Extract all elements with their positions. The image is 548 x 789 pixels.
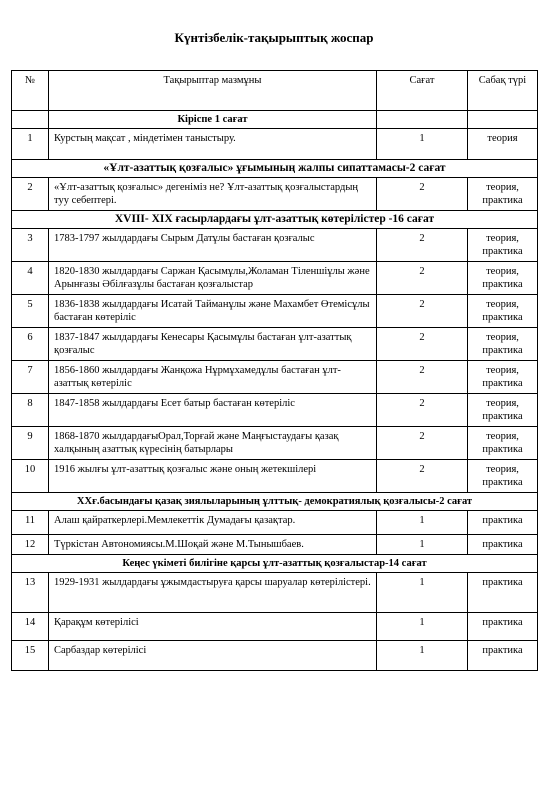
row-num: 15 xyxy=(12,641,49,671)
row-num: 4 xyxy=(12,262,49,295)
intro-hours-cell xyxy=(377,111,468,129)
section-title: ХХғ.басындағы қазақ зиялыларының ұлттық- демократиялық қозғалысы-2 сағат xyxy=(12,493,538,511)
row-hours: 2 xyxy=(377,427,468,460)
table-row xyxy=(12,328,538,361)
row-topic: Түркістан Автономиясы.М.Шоқай және М.Тынышбаев. xyxy=(49,535,377,555)
row-type: практика xyxy=(468,613,538,641)
row-num: 9 xyxy=(12,427,49,460)
row-hours: 2 xyxy=(377,295,468,328)
row-num: 5 xyxy=(12,295,49,328)
row-hours: 2 xyxy=(377,178,468,211)
row-topic: 1868-1870 жылдардағыОрал,Торғай және Маңғыстаудағы қазақ халқының азаттық күресінің батырлары xyxy=(49,427,377,460)
row-hours: 1 xyxy=(377,129,468,160)
row-num: 2 xyxy=(12,178,49,211)
row-type: теория, практика xyxy=(468,361,538,394)
intro-type-cell xyxy=(468,111,538,129)
row-type: теория, практика xyxy=(468,295,538,328)
row-topic: Алаш қайраткерлері.Мемлекеттік Думадағы қазақтар. xyxy=(49,511,377,535)
row-type: теория, практика xyxy=(468,394,538,427)
header-topic: Тақырыптар мазмұны xyxy=(49,71,377,111)
row-num: 7 xyxy=(12,361,49,394)
row-topic: 1916 жылғы ұлт-азаттық қозғалыс және оның жетекшілері xyxy=(49,460,377,493)
intro-row xyxy=(12,111,538,129)
document-title: Күнтізбелік-тақырыптық жоспар xyxy=(174,30,374,45)
row-type: теория, практика xyxy=(468,460,538,493)
row-type: практика xyxy=(468,573,538,613)
row-type: теория, практика xyxy=(468,427,538,460)
row-num: 6 xyxy=(12,328,49,361)
row-hours: 1 xyxy=(377,641,468,671)
section-row xyxy=(12,211,538,229)
intro-title: Кіріспе 1 сағат xyxy=(49,111,377,129)
row-topic: 1929-1931 жылдардағы ұжымдастыруға қарсы шаруалар көтерілістері. xyxy=(49,573,377,613)
row-type: теория, практика xyxy=(468,178,538,211)
row-hours: 2 xyxy=(377,460,468,493)
row-hours: 2 xyxy=(377,361,468,394)
row-topic: 1820-1830 жылдардағы Саржан Қасымұлы,Жоламан Тіленшіұлы және Арынғазы Әбілғазұлы бастаған қозғалыстар xyxy=(49,262,377,295)
table-row xyxy=(12,229,538,262)
row-hours: 2 xyxy=(377,262,468,295)
table-row xyxy=(12,460,538,493)
intro-num-cell xyxy=(12,111,49,129)
row-type: практика xyxy=(468,511,538,535)
table-row xyxy=(12,394,538,427)
row-type: практика xyxy=(468,641,538,671)
section-row xyxy=(12,160,538,178)
section-title: «Ұлт-азаттық қозғалыс» ұғымының жалпы сипаттамасы-2 сағат xyxy=(12,160,538,178)
table-row xyxy=(12,573,538,613)
header-hours: Сағат xyxy=(377,71,468,111)
section-row xyxy=(12,493,538,511)
row-hours: 1 xyxy=(377,535,468,555)
table-row xyxy=(12,641,538,671)
table-row xyxy=(12,295,538,328)
row-num: 10 xyxy=(12,460,49,493)
row-topic: Курстың мақсат , міндетімен таныстыру. xyxy=(49,129,377,160)
calendar-plan-table xyxy=(11,70,538,671)
row-hours: 1 xyxy=(377,511,468,535)
table-row xyxy=(12,535,538,555)
table-row xyxy=(12,613,538,641)
row-topic: 1837-1847 жылдардағы Кенесары Қасымұлы бастаған ұлт-азаттық қозғалыс xyxy=(49,328,377,361)
table-row xyxy=(12,361,538,394)
row-hours: 1 xyxy=(377,613,468,641)
row-num: 14 xyxy=(12,613,49,641)
section-title: Кеңес үкіметі билігіне қарсы ұлт-азаттық қозғалыстар-14 сағат xyxy=(12,555,538,573)
row-num: 11 xyxy=(12,511,49,535)
row-type: практика xyxy=(468,535,538,555)
row-topic: 1783-1797 жылдардағы Сырым Датұлы бастаған қозғалыс xyxy=(49,229,377,262)
row-num: 3 xyxy=(12,229,49,262)
row-hours: 1 xyxy=(377,573,468,613)
table-header-row xyxy=(12,71,538,111)
row-hours: 2 xyxy=(377,328,468,361)
row-hours: 2 xyxy=(377,394,468,427)
section-title: XVIII- XIX ғасырлардағы ұлт-азаттық көтерілістер -16 сағат xyxy=(12,211,538,229)
table-row xyxy=(12,129,538,160)
row-type: теория, практика xyxy=(468,328,538,361)
row-hours: 2 xyxy=(377,229,468,262)
table-row xyxy=(12,262,538,295)
header-num: № xyxy=(12,71,49,111)
row-topic: «Ұлт-азаттық қозғалыс» дегеніміз не? Ұлт-азаттық қозғалыстардың туу себептері. xyxy=(49,178,377,211)
table-row xyxy=(12,427,538,460)
header-type: Сабақ түрі xyxy=(468,71,538,111)
row-topic: 1856-1860 жылдардағы Жанқожа Нұрмұхамедұлы бастаған ұлт-азаттық көтеріліс xyxy=(49,361,377,394)
row-type: теория, практика xyxy=(468,262,538,295)
row-num: 12 xyxy=(12,535,49,555)
row-type: теория xyxy=(468,129,538,160)
row-topic: 1847-1858 жылдардағы Есет батыр бастаған көтеріліс xyxy=(49,394,377,427)
row-num: 13 xyxy=(12,573,49,613)
row-topic: Қарақұм көтерілісі xyxy=(49,613,377,641)
row-topic: Сарбаздар көтерілісі xyxy=(49,641,377,671)
section-row xyxy=(12,555,538,573)
table-row xyxy=(12,178,538,211)
row-num: 8 xyxy=(12,394,49,427)
row-num: 1 xyxy=(12,129,49,160)
row-topic: 1836-1838 жылдардағы Исатай Тайманұлы және Махамбет Өтемісұлы бастаған көтеріліс xyxy=(49,295,377,328)
row-type: теория, практика xyxy=(468,229,538,262)
table-row xyxy=(12,511,538,535)
